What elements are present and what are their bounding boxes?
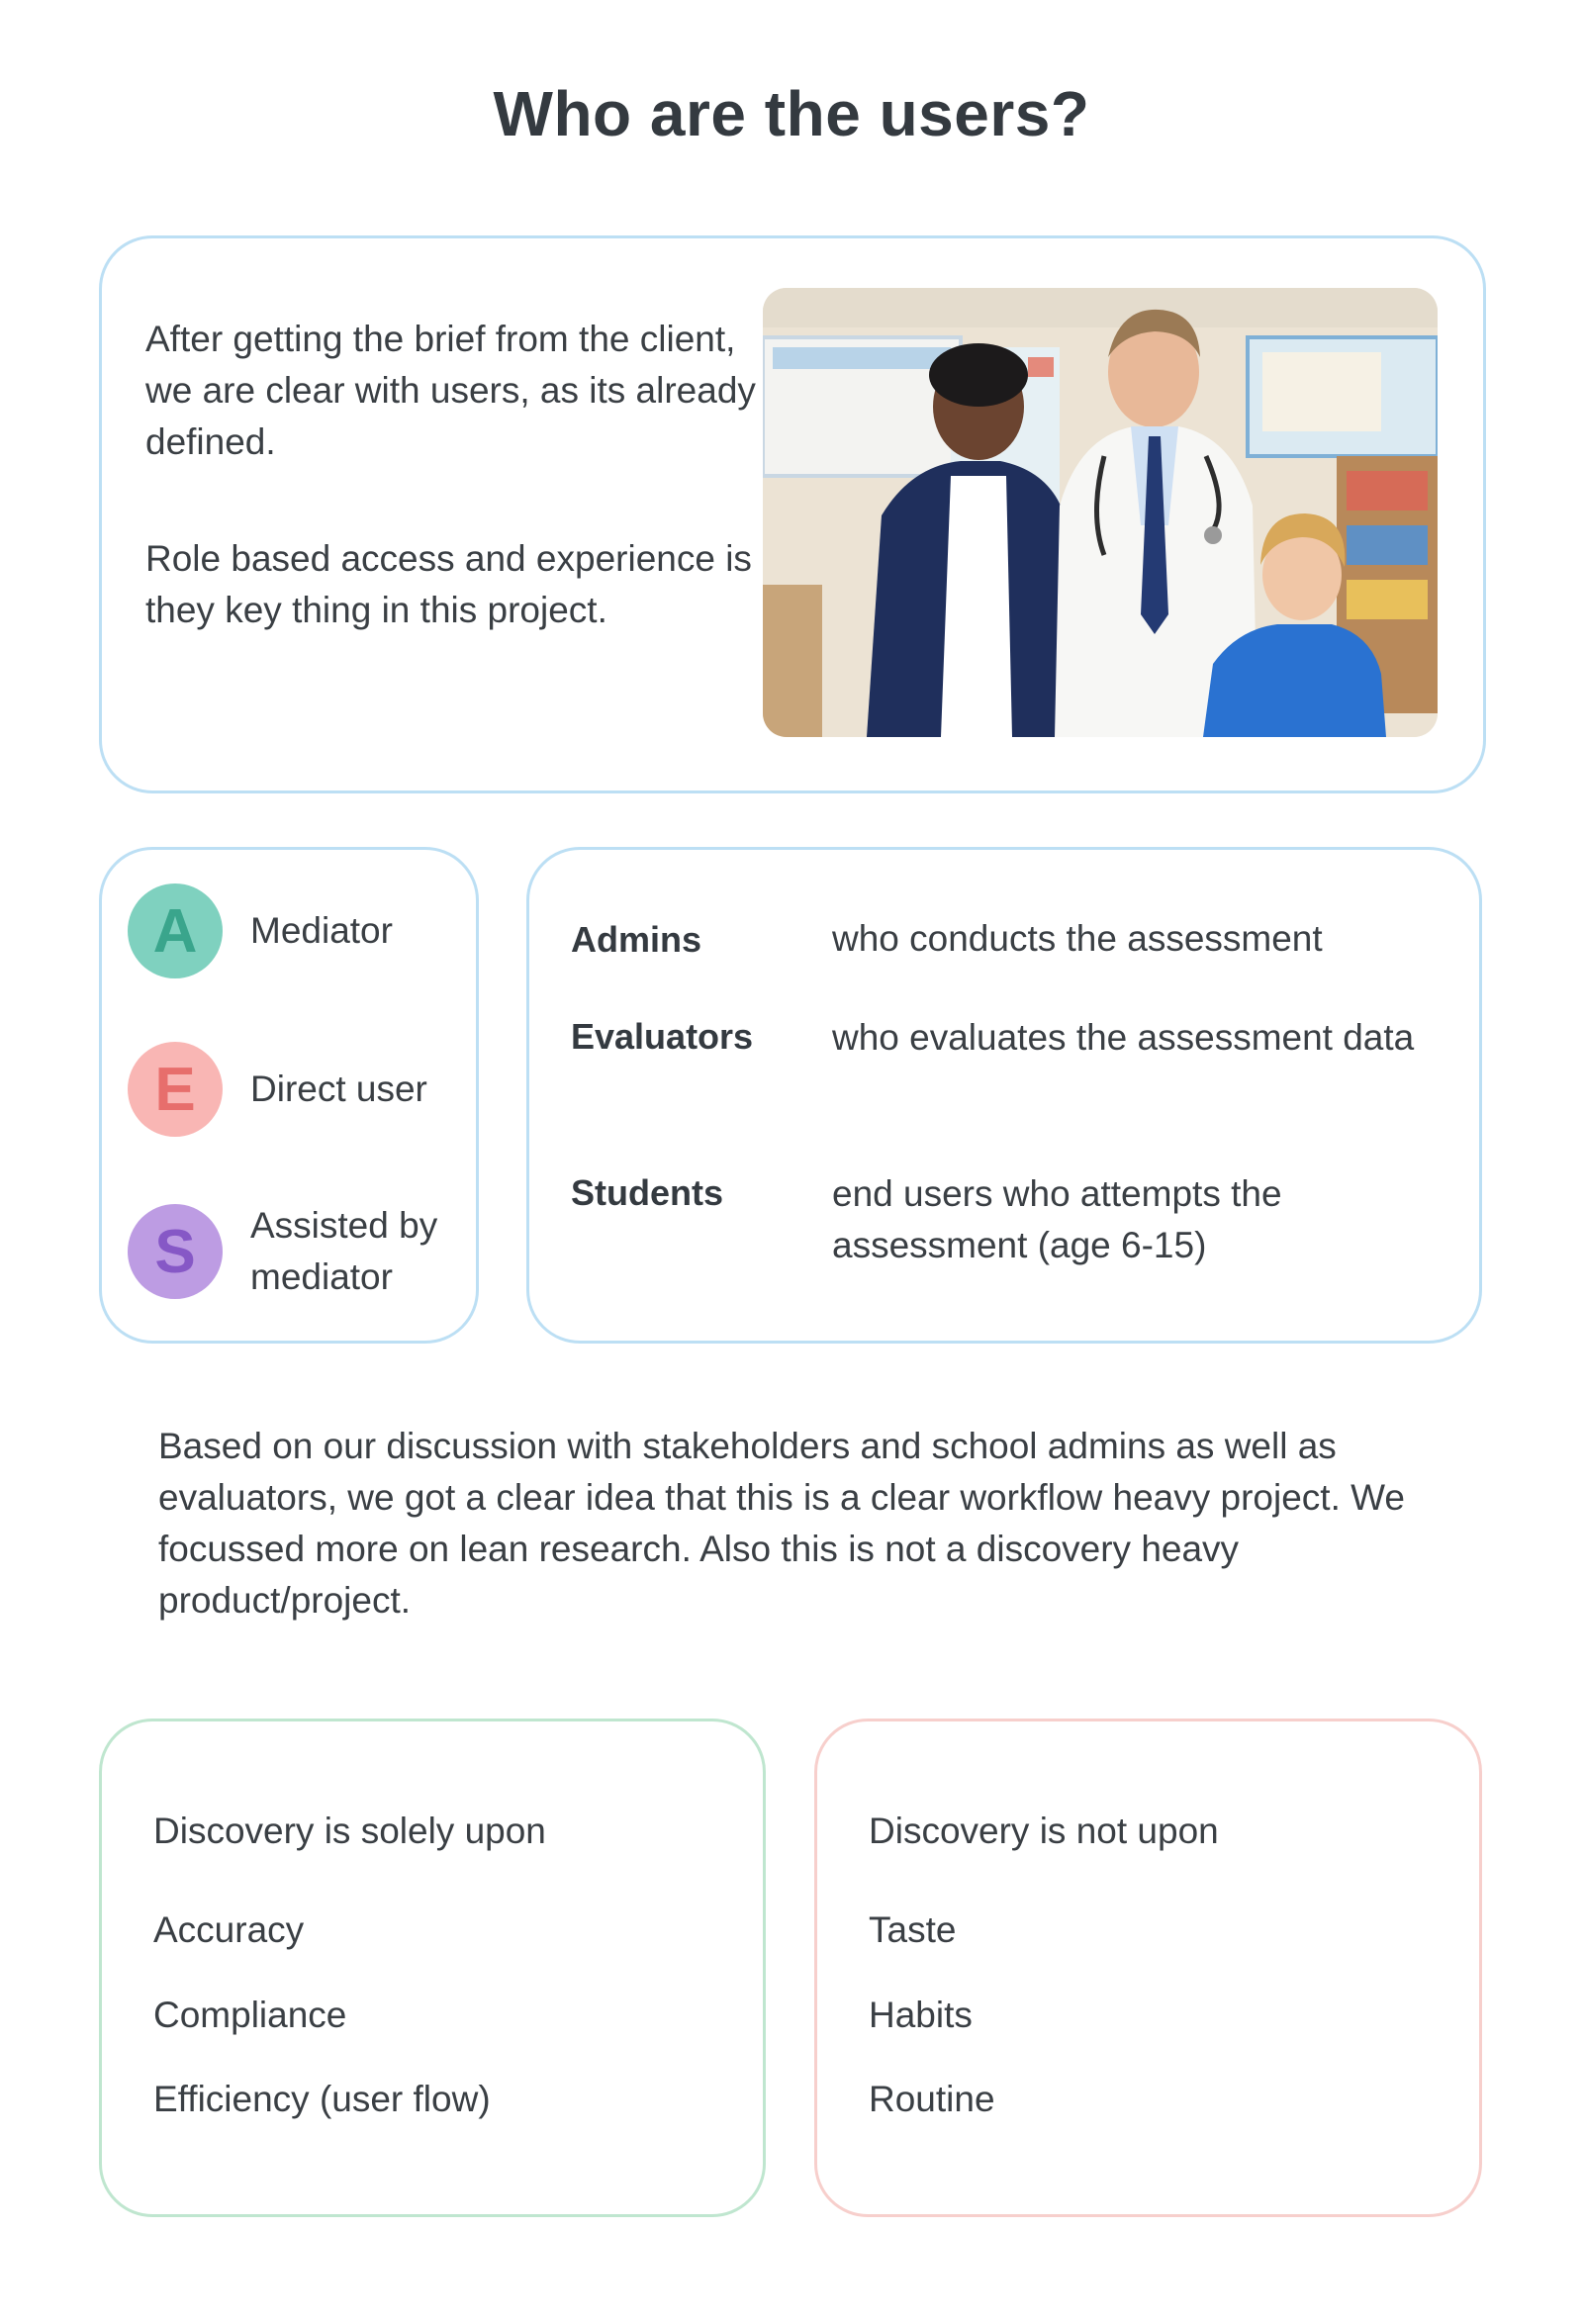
discovery-not-item: Taste [869,1909,957,1950]
role-assisted [128,1200,468,1303]
intro-card [99,235,1486,793]
role-mediator [128,883,468,978]
definition-desc-admins: who conducts the assessment [832,918,1323,959]
discovery-upon-heading: Discovery is solely upon [153,1811,546,1851]
definitions-card [526,847,1482,1344]
page-title: Who are the users? [493,78,1090,149]
discovery-not-item: Routine [869,2079,995,2119]
role-avatar-letter: A [152,896,198,966]
definition-term-students: Students [571,1172,724,1213]
summary-paragraph: Based on our discussion with stakeholders and school admins as well as evaluators, we got a clear idea that this is a clear workflow heavy project. We focussed more on lean research. Also this is not a discovery heavy product/project. [158,1426,1405,1621]
role-avatar-s [128,1204,223,1299]
discovery-upon-item: Efficiency (user flow) [153,2079,491,2119]
definition-term-admins: Admins [571,919,702,960]
discovery-not-heading: Discovery is not upon [869,1811,1219,1851]
discovery-upon-item: Accuracy [153,1909,305,1950]
discovery-upon-card [99,1719,766,2217]
intro-paragraph-2: Role based access and experience is they key thing in this project. [145,538,752,630]
role-label: Assisted by mediator [250,1205,438,1297]
definition-desc-students: end users who attempts the assessment (age 6-15) [832,1173,1282,1265]
role-legend-card [99,847,479,1344]
discovery-not-card [814,1719,1482,2217]
role-label: Direct user [250,1069,427,1109]
users-photo-illustration [763,288,1438,737]
role-avatar-letter: E [154,1055,196,1124]
discovery-not-item: Habits [869,1995,973,2035]
users-photo [763,288,1438,737]
role-label: Mediator [250,910,393,951]
role-avatar-a [128,883,223,978]
role-direct-user [128,1042,468,1137]
discovery-upon-item: Compliance [153,1995,347,2035]
definition-desc-evaluators: who evaluates the assessment data [832,1017,1415,1058]
definition-term-evaluators: Evaluators [571,1016,754,1057]
role-avatar-e [128,1042,223,1137]
intro-paragraph-1: After getting the brief from the client, we are clear with users, as its already defined. [145,319,756,462]
role-avatar-letter: S [154,1217,196,1286]
